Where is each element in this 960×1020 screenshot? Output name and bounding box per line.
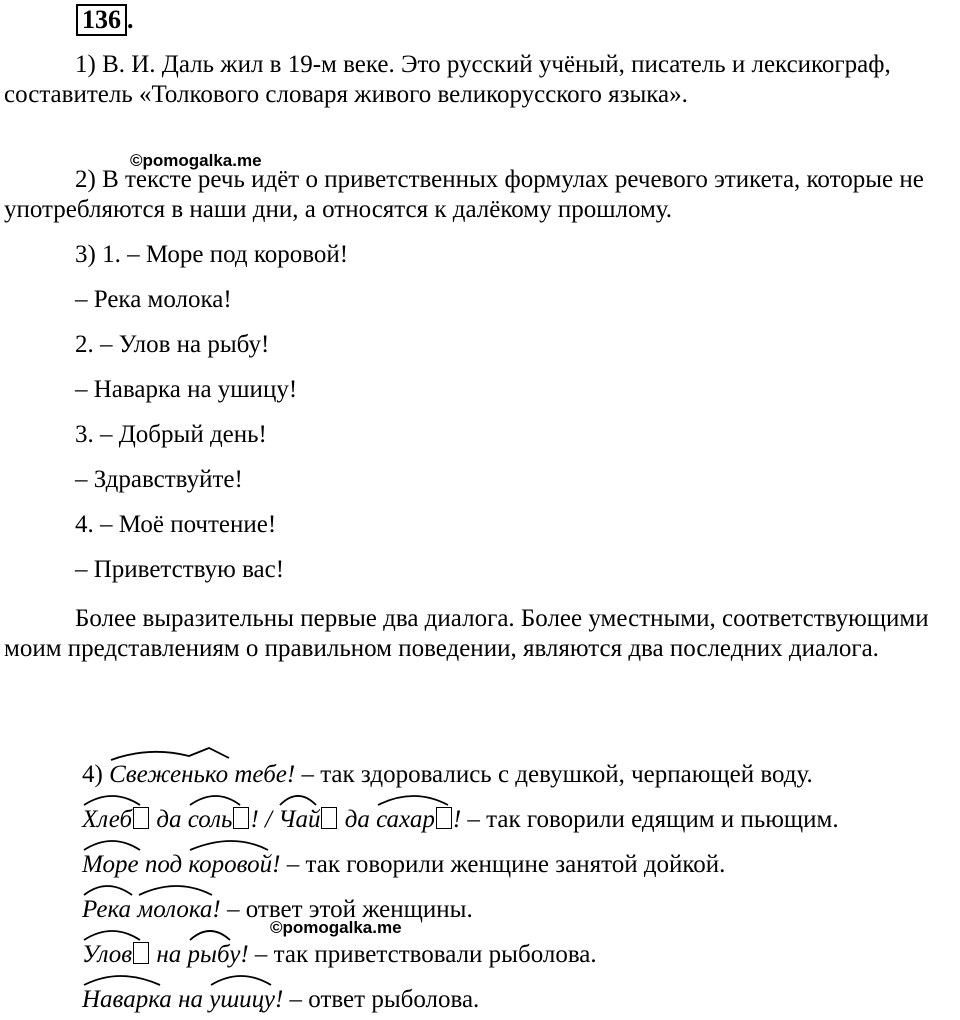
ending-box-chai [321, 807, 337, 829]
word-reka [82, 895, 131, 925]
part4-line-2-excl: ! [452, 806, 462, 833]
word-da-1: да [150, 806, 188, 833]
part4-line-2-rest: – так говорили едящим и пьющим. [461, 806, 839, 833]
word-tebe: тебе! [228, 761, 296, 788]
word-hleb-text: Хлеб [82, 806, 133, 833]
word-svezhenko-text: Свеженько [109, 761, 229, 788]
ending-box-hleb [133, 807, 149, 829]
word-pod: под [138, 851, 189, 878]
dialogue-line-4: – Наварка на ушицу! [75, 376, 298, 403]
ending-box-sol [233, 807, 249, 829]
root-arc-korovoy [188, 836, 288, 852]
part4-line-6-rest: – ответ рыболова. [283, 986, 480, 1013]
dialogue-line-1: 3) 1. – Море под коровой! [75, 241, 349, 268]
part4-line-3-excl: ! [272, 851, 281, 878]
word-na-1: на [150, 941, 188, 968]
part4-line-1 [82, 760, 813, 790]
exercise-number-box: 136 [76, 4, 127, 36]
word-na-2: на [171, 986, 210, 1013]
root-arc-ulov [82, 926, 142, 942]
word-sol-text: соль [187, 806, 233, 833]
watermark-bottom: ©pomogalka.me [270, 918, 402, 937]
dialogue-line-3: 2. – Улов на рыбу! [75, 331, 270, 358]
answer-1: 1) В. И. Даль жил в 19-м веке. Это русский учёный, писатель и лексикограф, составитель «Толкового словаря живого великорусского языка». [4, 51, 891, 108]
word-ulov-text: Улов [82, 941, 133, 968]
ending-box-ulov [133, 942, 149, 964]
word-navarka-text: Наварка [82, 986, 172, 1013]
part4-slash: ! / [250, 806, 279, 833]
conclusion: Более выразительны первые два диалога. Более уместными, соответствующими моим представлениям о правильном поведении, являются два последних диалога. [4, 605, 929, 662]
ending-box-sahar [436, 807, 452, 829]
dialogue-line-7: 4. – Моё почтение! [75, 511, 277, 538]
dialogue-line-6: – Здравствуйте! [75, 466, 243, 493]
root-arc-more [82, 836, 142, 852]
word-more-text: Море [82, 851, 139, 878]
word-korovoy-text: коровой [188, 851, 273, 878]
word-chai [278, 805, 320, 835]
part4-line-3 [82, 850, 725, 880]
root-arc-sol [188, 791, 243, 807]
word-korovoy [188, 850, 272, 880]
exercise-number-dot: . [127, 5, 134, 34]
word-sahar-text: сахар [376, 806, 435, 833]
part4-line-5 [82, 940, 597, 970]
exercise-number [76, 4, 134, 36]
root-arc-ushitsu [209, 971, 289, 987]
word-navarka [82, 985, 172, 1015]
watermark-top: ©pomogalka.me [130, 151, 262, 170]
word-svezhenko [109, 760, 228, 790]
part4-line-4 [82, 895, 473, 925]
dialogue-line-5: 3. – Добрый день! [75, 421, 267, 448]
word-moloka [137, 895, 212, 925]
word-ushitsu-text: ушицу [209, 986, 275, 1013]
word-hleb [82, 805, 132, 835]
word-reka-text: Река [82, 896, 132, 923]
morpheme-marks-navarka [82, 971, 182, 987]
answer-2: 2) В тексте речь идёт о приветственных формулах речевого этикета, которые не употребляются в наши дни, а относятся к далёкому прошлому. [4, 166, 924, 223]
root-arc-moloka [137, 881, 222, 897]
word-rybu [188, 940, 241, 970]
root-arc-rybu [188, 926, 243, 942]
part4-line-3-rest: – так говорили женщине занятой дойкой. [280, 851, 726, 878]
word-sahar [376, 805, 435, 835]
word-da-2: да [338, 806, 377, 833]
word-rybu-text: рыбу [187, 941, 241, 968]
root-arc-hleb [82, 791, 142, 807]
part4-line-4-excl: ! [212, 896, 221, 923]
root-arc-sahar [376, 791, 451, 807]
word-ulov [82, 940, 132, 970]
dialogue-line-8: – Приветствую вас! [75, 556, 285, 583]
part4-line-6-excl: ! [274, 986, 284, 1013]
morpheme-marks-svezhenko [109, 746, 239, 762]
dialogue-line-2: – Река молока! [75, 286, 232, 313]
word-more [82, 850, 139, 880]
part4-line-2 [82, 805, 839, 835]
part4-line-5-excl: ! [240, 941, 249, 968]
part4-line-6 [82, 985, 479, 1015]
word-chai-text: Чай [278, 806, 321, 833]
root-arc-chai [278, 791, 318, 807]
part4-number: 4) [82, 761, 110, 788]
word-ushitsu [209, 985, 275, 1015]
root-arc-reka [82, 881, 137, 897]
part4-line-4-rest: – ответ этой женщины. [220, 896, 473, 923]
word-moloka-text: молока [137, 896, 213, 923]
part4-line-1-rest: – так здоровались с девушкой, черпающей воду. [295, 761, 813, 788]
word-sol [188, 805, 233, 835]
part4-line-5-rest: – так приветствовали рыболова. [248, 941, 597, 968]
